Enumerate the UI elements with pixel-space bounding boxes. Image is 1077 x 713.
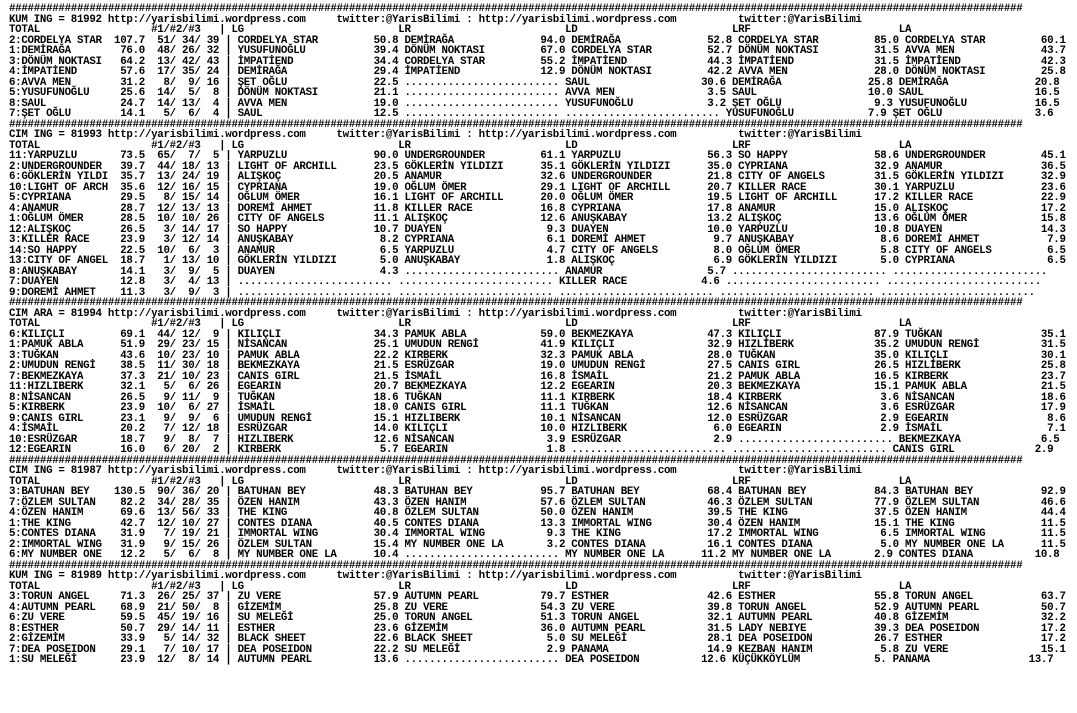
data-row: 1:OĞLUM ÖMER 28.5 10/ 10/ 26 | CITY OF ANGELS 11.1 ALIŞKOÇ 12.6 ANUŞKABAY 13.2 ALIŞKOÇ 13.6 OĞLUM ÖMER 15.8 [9,213,1066,225]
race-header: KUM ING = 81989 http://yarisbilimi.wordpress.com twitter:@YarisBilimi : http://yarisbilimi.wordpress.com twitter:@YarisBilimi [9,570,862,582]
data-row: 5:KIRBERK 23.9 10/ 6/ 27 | İSMAİL 18.0 CANIS GIRL 11.1 TUĞKAN 12.6 NİSANCAN 3.6 ESRÜZGAR 17.9 [9,402,1066,414]
data-row: 6:MY NUMBER ONE 12.2 5/ 6/ 8 | MY NUMBER ONE LA 10.4 ......................... MY NUMBER ONE LA 11.2 MY NUMBER ONE LA 2.9 CONTES DIANA 10.8 [9,549,1060,561]
data-row: 2:CORDELYA STAR 107.7 51/ 34/ 39 | CORDELYA STAR 50.8 DEMİRAĞA 94.0 DEMİRAĞA 52.8 CORDELYA STAR 85.0 CORDELYA STAR 60.1 [9,34,1066,47]
data-row: 12:EGEARIN 16.0 6/ 20/ 2 | KIRBERK 5.7 EGEARIN 1.8 ......................... ......................... CANIS GIRL 2.9 [9,444,1054,456]
race-header: CIM ING = 81993 http://yarisbilimi.wordpress.com twitter:@YarisBilimi : http://yarisbilimi.wordpress.com twitter:@YarisBilimi [9,129,862,141]
data-row: 5:CYPRIANA 29.5 8/ 15/ 14 | OĞLUM ÖMER 16.1 LIGHT OF ARCHILL 20.0 OĞLUM ÖMER 19.5 LIGHT OF ARCHILL 17.2 KILLER RACE 22.9 [9,192,1066,204]
data-row: 3:TUĞKAN 43.6 10/ 23/ 10 | PAMUK ABLA 22.2 KIRBERK 32.3 PAMUK ABLA 28.0 TUĞKAN 35.0 KILIÇLI 30.1 [9,349,1066,362]
data-row: 11:HIZLIBERK 32.1 5/ 6/ 26 | EGEARIN 20.7 BEKMEZKAYA 12.2 EGEARIN 20.3 BEKMEZKAYA 15.1 PAMUK ABLA 21.5 [9,381,1066,393]
data-row: 6:KILIÇLI 69.1 44/ 12/ 9 | KILIÇLI 34.3 PAMUK ABLA 59.0 BEKMEZKAYA 47.3 KILIÇLI 87.9 TUĞKAN 35.1 [9,328,1066,341]
column-header: TOTAL #1/#2/#3 | LG LR LD LRF LA [9,24,912,36]
data-row: 2:IMMORTAL WING 31.9 9/ 15/ 26 | ÖZLEM SULTAN 15.4 MY NUMBER ONE LA 3.2 CONTES DIANA 16.1 CONTES DIANA 5.0 MY NUMBER ONE LA 11.5 [9,538,1066,551]
data-row: 6:ZU VERE 59.5 45/ 19/ 16 | SU MELEĞİ 25.0 TORUN ANGEL 51.3 TORUN ANGEL 32.1 AUTUMN PEARL 40.8 GİZEMİM 32.2 [9,612,1066,624]
race-header: CIM ARA = 81994 http://yarisbilimi.wordpress.com twitter:@YarisBilimi : http://yarisbilimi.wordpress.com twitter:@YarisBilimi [9,307,862,320]
data-row: 10:ESRÜZGAR 18.7 9/ 8/ 7 | HIZLIBERK 12.6 NİSANCAN 3.9 ESRÜZGAR 2.9 ......................... BEKMEZKAYA 6.5 [9,433,1060,446]
separator-line: #################################################################################################################################################################### [9,297,1023,309]
data-row: 6:AVVA MEN 31.2 8/ 9/ 16 | ŞET OĞLU 22.5 ......................... SAUL 30.6 DEMİRAĞA 25.8 DEMİRAĞA 20.8 [9,76,1060,89]
data-row: 14:SO HAPPY 22.5 10/ 6/ 3 | ANAMUR 6.5 YARPUZLU 4.7 CITY OF ANGELS 8.0 OĞLUM ÖMER 5.8 CITY OF ANGELS 6.5 [9,244,1066,257]
data-row: 1:PAMUK ABLA 51.9 29/ 23/ 15 | NİSANCAN 25.1 UMUDUN RENGİ 41.9 KILIÇLI 32.9 HIZLIBERK 35.2 UMUDUN RENGİ 31.5 [9,339,1066,351]
data-row: 3:TORUN ANGEL 71.3 26/ 25/ 37 | ZU VERE 57.9 AUTUMN PEARL 79.7 ESTHER 42.6 ESTHER 55.8 TORUN ANGEL 63.7 [9,591,1066,603]
separator-line: #################################################################################################################################################################### [9,454,1023,467]
data-row: 9:DOREMİ AHMET 11.3 3/ 9/ 3 | ......................... ......................... ......................... ......................... ......................... [9,286,1035,299]
data-row: 8:ESTHER 50.7 29/ 14/ 11 | ESTHER 23.6 GİZEMİM 36.0 AUTUMN PEARL 31.5 LADY NEBIYE 39.3 DEA POSEIDON 17.2 [9,622,1066,635]
race-header: KUM ING = 81992 http://yarisbilimi.wordpress.com twitter:@YarisBilimi : http://yarisbilimi.wordpress.com twitter:@YarisBilimi [9,13,862,26]
column-header: TOTAL #1/#2/#3 | LG LR LD LRF LA [9,580,912,593]
column-header: TOTAL #1/#2/#3 | LG LR LD LRF LA [9,139,912,152]
column-header: TOTAL #1/#2/#3 | LG LR LD LRF LA [9,475,912,488]
data-row: 7:DUAYEN 12.8 3/ 4/ 13 | ......................... ......................... KILLER RACE 4.6 ......................... ......................... [9,276,1041,288]
data-row: 10:LIGHT OF ARCH 35.6 12/ 16/ 15 | CYPRIANA 19.0 OĞLUM ÖMER 29.1 LIGHT OF ARCHILL 20.7 KILLER RACE 30.1 YARPUZLU 23.6 [9,181,1066,194]
results-document [9,4,1066,666]
separator-line: #################################################################################################################################################################### [9,559,1023,572]
data-row: 4:ÖZEN HANIM 69.6 13/ 56/ 33 | THE KING 40.8 ÖZLEM SULTAN 50.0 ÖZEN HANIM 39.5 THE KING 37.5 ÖZEN HANIM 44.4 [9,507,1066,519]
data-row: 1:THE KING 42.7 12/ 10/ 27 | CONTES DIANA 40.5 CONTES DIANA 13.3 IMMORTAL WING 30.4 ÖZEN HANIM 15.1 THE KING 11.5 [9,517,1066,530]
data-row: 4:İSMAİL 20.2 7/ 12/ 18 | ESRÜZGAR 14.0 KILIÇLI 10.0 HIZLIBERK 6.0 EGEARIN 2.9 İSMAİL 7.1 [9,423,1066,435]
data-row: 12:ALIŞKOÇ 26.5 3/ 14/ 17 | SO HAPPY 10.7 DUAYEN 9.3 DUAYEN 10.0 YARPUZLU 10.8 DUAYEN 14.3 [9,223,1066,236]
data-row: 5:CONTES DIANA 31.9 7/ 19/ 21 | IMMORTAL WING 30.4 IMMORTAL WING 9.3 THE KING 17.2 IMMORTAL WING 6.5 IMMORTAL WING 11.5 [9,528,1066,540]
column-header: TOTAL #1/#2/#3 | LG LR LD LRF LA [9,318,912,330]
data-row: 7:ÖZLEM SULTAN 82.2 34/ 28/ 35 | ÖZEN HANIM 43.3 ÖZEN HANIM 57.6 ÖZLEM SULTAN 46.3 ÖZLEM SULTAN 77.9 ÖZLEM SULTAN 46.6 [9,496,1066,509]
data-row: 7:ŞET OĞLU 14.1 5/ 6/ 4 | SAUL 12.5 ......................... ......................... YUSUFUNOĞLU 7.9 ŞET OĞLU 3.6 [9,108,1054,120]
separator-line: #################################################################################################################################################################### [9,3,1023,15]
data-row: 3:DÖNÜM NOKTASI 64.2 13/ 42/ 43 | İMPATİEND 34.4 CORDELYA STAR 55.2 İMPATİEND 44.3 İMPATİEND 31.5 İMPATİEND 42.3 [9,55,1066,68]
data-row: 8:ANUŞKABAY 14.1 3/ 9/ 5 | DUAYEN 4.3 ......................... ANAMUR 5.7 ......................... ......................... [9,265,1048,278]
data-row: 1:SU MELEĞİ 23.9 12/ 8/ 14 | AUTUMN PEARL 13.6 ......................... DEA POSEIDON 12.6 KÜÇÜKKÖYLÜM 5. PANAMA 13.7 [9,654,1054,666]
data-row: 3:BATUHAN BEY 130.5 90/ 36/ 20 | BATUHAN BEY 48.3 BATUHAN BEY 95.7 BATUHAN BEY 68.4 BATUHAN BEY 84.3 BATUHAN BEY 92.9 [9,486,1066,498]
data-row: 2:UMUDUN RENGİ 38.5 11/ 30/ 18 | BEKMEZKAYA 21.5 ESRÜZGAR 19.0 UMUDUN RENGİ 27.5 CANIS GIRL 26.5 HIZLIBERK 25.8 [9,360,1066,372]
data-row: 5:YUSUFUNOĞLU 25.6 14/ 5/ 8 | DÖNÜM NOKTASI 21.1 ......................... AVVA MEN 3.5 SAUL 10.0 SAUL 16.5 [9,87,1060,99]
race-header: CIM ING = 81987 http://yarisbilimi.wordpress.com twitter:@YarisBilimi : http://yarisbilimi.wordpress.com twitter:@YarisBilimi [9,465,862,477]
data-row: 2:GİZEMİM 33.9 5/ 14/ 32 | BLACK SHEET 22.6 BLACK SHEET 5.0 SU MELEĞİ 28.1 DEA POSEIDON 26.7 ESTHER 17.2 [9,633,1066,645]
data-row: 1:DEMİRAĞA 76.0 48/ 26/ 32 | YUSUFUNOĞLU 39.4 DÖNÜM NOKTASI 67.0 CORDELYA STAR 52.7 DÖNÜM NOKTASI 31.5 AVVA MEN 43.7 [9,45,1066,57]
data-row: 7:BEKMEZKAYA 37.3 21/ 10/ 23 | CANIS GIRL 21.5 İSMAİL 16.8 İSMAİL 21.2 PAMUK ABLA 16.5 KIRBERK 23.7 [9,370,1066,383]
data-row: 9:CANIS GIRL 23.1 9/ 9/ 6 | UMUDUN RENGİ 15.1 HIZLIBERK 10.1 NİSANCAN 12.0 ESRÜZGAR 2.9 EGEARIN 8.6 [9,412,1066,425]
separator-line: #################################################################################################################################################################### [9,118,1023,131]
data-row: 8:SAUL 24.7 14/ 13/ 4 | AVVA MEN 19.0 ......................... YUSUFUNOĞLU 3.2 ŞET OĞLU 9.3 YUSUFUNOĞLU 16.5 [9,97,1060,110]
data-row: 6:GÖKLERİN YILDI 35.7 13/ 24/ 19 | ALIŞKOÇ 20.5 ANAMUR 32.6 UNDERGROUNDER 21.8 CITY OF ANGELS 31.5 GÖKLERİN YILDIZI 32.9 [9,171,1066,183]
data-row: 11:YARPUZLU 73.5 65/ 7/ 5 | YARPUZLU 90.0 UNDERGROUNDER 61.1 YARPUZLU 56.3 SO HAPPY 58.6 UNDERGROUNDER 45.1 [9,150,1066,162]
data-row: 8:NİSANCAN 26.5 9/ 11/ 9 | TUĞKAN 18.6 TUĞKAN 11.1 KIRBERK 18.4 KIRBERK 3.6 NİSANCAN 18.6 [9,391,1066,404]
data-row: 4:AUTUMN PEARL 68.9 21/ 50/ 8 | GİZEMİM 25.8 ZU VERE 54.3 ZU VERE 39.8 TORUN ANGEL 52.9 AUTUMN PEARL 50.7 [9,601,1066,614]
data-row: 13:CITY OF ANGEL 18.7 1/ 13/ 10 | GÖKLERİN YILDIZI 5.0 ANUŞKABAY 1.8 ALIŞKOÇ 6.9 GÖKLERİN YILDIZI 5.0 CYPRIANA 6.5 [9,255,1066,267]
data-row: 4:İMPATİEND 57.6 17/ 35/ 24 | DEMİRAĞA 29.4 İMPATİEND 12.9 DÖNÜM NOKTASI 42.2 AVVA MEN 28.0 DÖNÜM NOKTASI 25.8 [9,66,1066,78]
data-row: 7:DEA POSEIDON 29.1 7/ 10/ 17 | DEA POSEIDON 22.2 SU MELEĞİ 2.9 PANAMA 14.9 KEZBAN HANIM 5.8 ZU VERE 15.1 [9,643,1066,656]
data-row: 4:ANAMUR 28.7 12/ 13/ 13 | DOREMİ AHMET 11.8 KILLER RACE 16.8 CYPRIANA 17.8 ANAMUR 15.0 ALIŞKOÇ 17.2 [9,202,1066,215]
data-row: 3:KILLER RACE 23.9 3/ 12/ 14 | ANUŞKABAY 8.2 CYPRIANA 6.1 DOREMİ AHMET 9.7 ANUŞKABAY 8.6 DOREMİ AHMET 7.9 [9,234,1066,246]
data-row: 2:UNDERGROUNDER 39.7 44/ 18/ 13 | LIGHT OF ARCHILL 23.5 GÖKLERİN YILDIZI 35.1 GÖKLERİN YILDIZI 35.0 CYPRIANA 32.9 ANAMUR 36.5 [9,160,1066,173]
